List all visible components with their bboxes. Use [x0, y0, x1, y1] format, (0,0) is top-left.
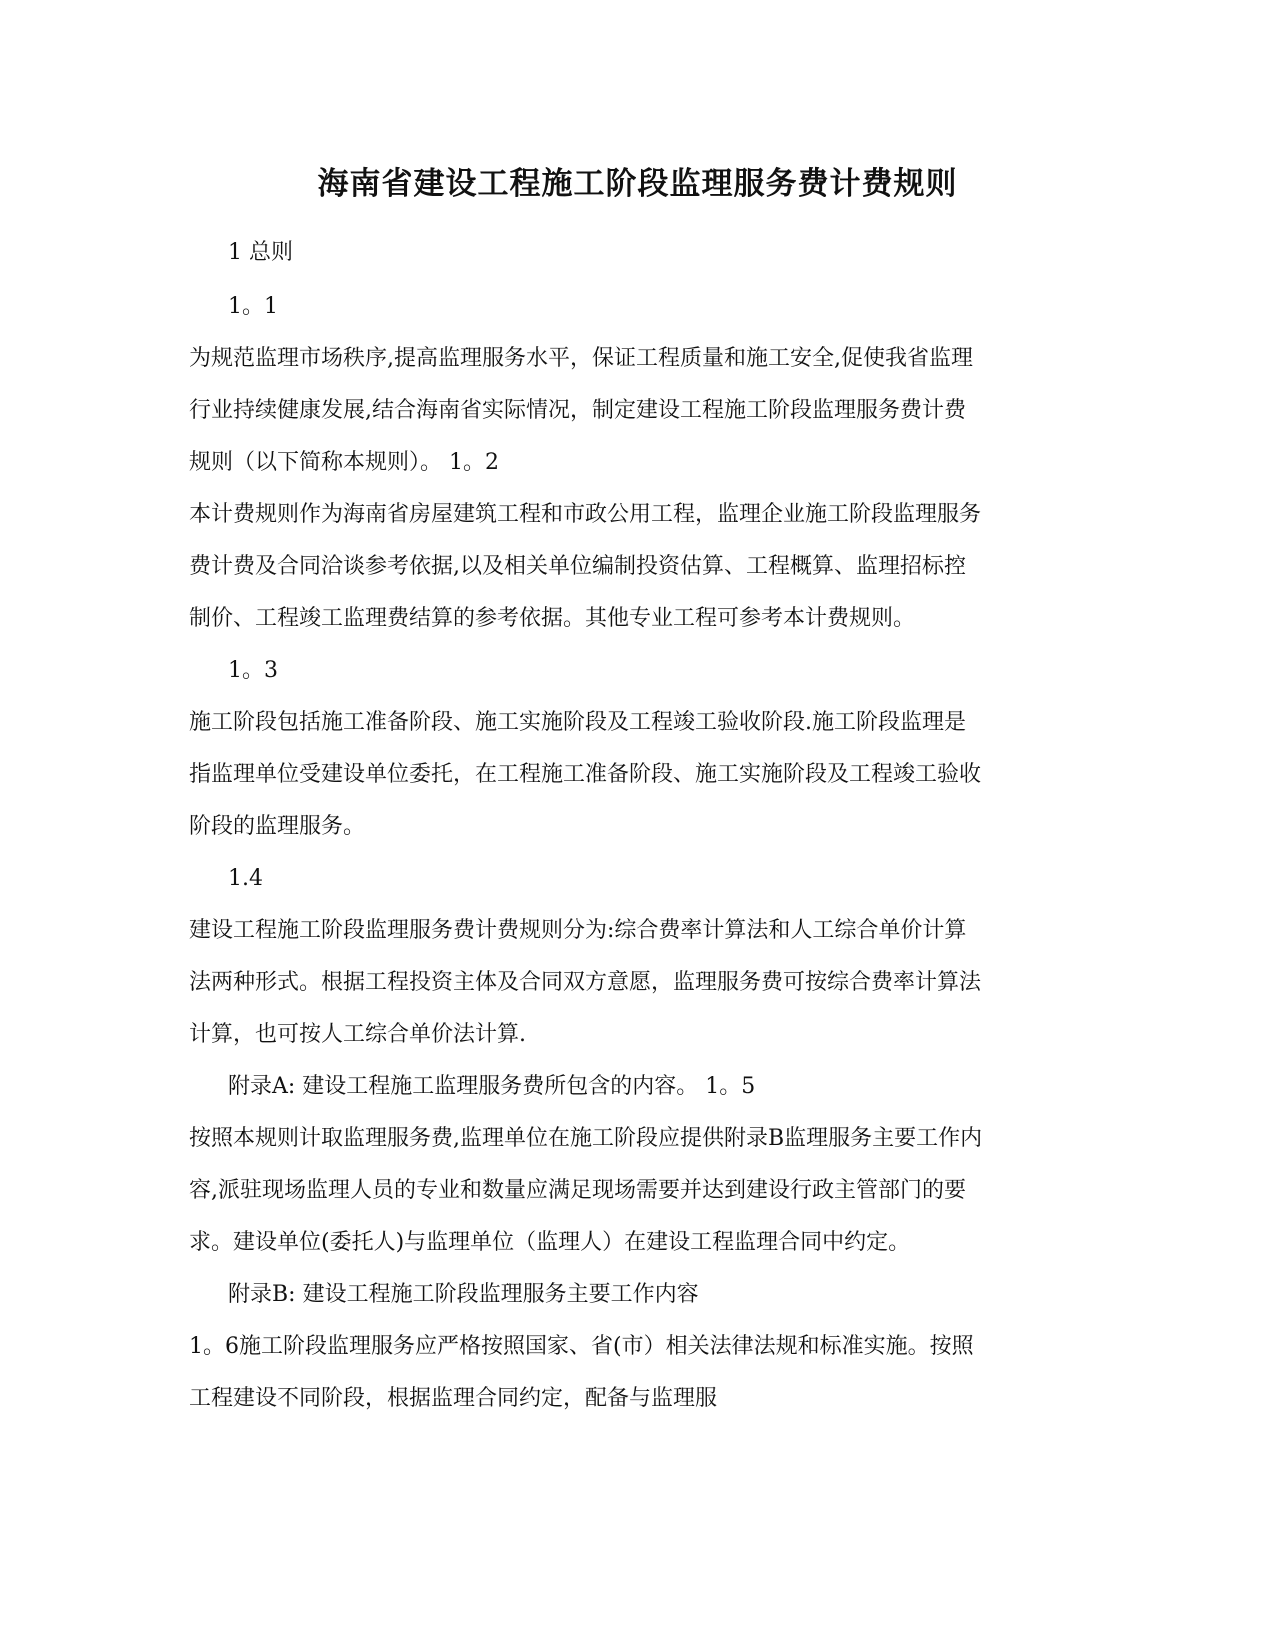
paragraph-line: 法两种形式。根据工程投资主体及合同双方意愿，监理服务费可按综合费率计算法 [189, 970, 982, 995]
paragraph-line: 计算，也可按人工综合单价法计算. [189, 1022, 526, 1047]
paragraph-line: 求。建设单位(委托人)与监理单位（监理人）在建设工程监理合同中约定。 [189, 1230, 911, 1255]
paragraph-line: 为规范监理市场秩序,提高监理服务水平，保证工程质量和施工安全,促使我省监理 [189, 346, 973, 371]
paragraph-line: 容,派驻现场监理人员的专业和数量应满足现场需要并达到建设行政主管部门的要 [189, 1178, 966, 1203]
paragraph-line: 指监理单位受建设单位委托，在工程施工准备阶段、施工实施阶段及工程竣工验收 [189, 762, 982, 787]
section-heading: 1 总则 [228, 240, 293, 265]
clause-number: 1。3 [228, 658, 278, 683]
paragraph-line: 制价、工程竣工监理费结算的参考依据。其他专业工程可参考本计费规则。 [189, 606, 916, 631]
appendix-reference: 附录B: 建设工程施工阶段监理服务主要工作内容 [228, 1282, 699, 1307]
paragraph-line: 本计费规则作为海南省房屋建筑工程和市政公用工程，监理企业施工阶段监理服务 [189, 502, 982, 527]
paragraph-line: 施工阶段包括施工准备阶段、施工实施阶段及工程竣工验收阶段.施工阶段监理是 [189, 710, 966, 735]
clause-number: 1.4 [228, 866, 263, 891]
paragraph-line: 按照本规则计取监理服务费,监理单位在施工阶段应提供附录B监理服务主要工作内 [189, 1126, 983, 1151]
paragraph-line: 费计费及合同洽谈参考依据,以及相关单位编制投资估算、工程概算、监理招标控 [189, 554, 966, 579]
paragraph-line: 行业持续健康发展,结合海南省实际情况，制定建设工程施工阶段监理服务费计费 [189, 398, 966, 423]
paragraph-line: 建设工程施工阶段监理服务费计费规则分为:综合费率计算法和人工综合单价计算 [189, 918, 967, 943]
document-title: 海南省建设工程施工阶段监理服务费计费规则 [317, 166, 958, 202]
clause-number: 1。1 [228, 294, 278, 319]
paragraph-line: 阶段的监理服务。 [189, 814, 366, 839]
paragraph-line: 1。6施工阶段监理服务应严格按照国家、省(市）相关法律法规和标准实施。按照 [189, 1334, 974, 1359]
paragraph-line: 工程建设不同阶段，根据监理合同约定，配备与监理服 [189, 1386, 718, 1411]
paragraph-line: 规则（以下简称本规则）。 1。2 [189, 450, 499, 475]
appendix-reference: 附录A: 建设工程施工监理服务费所包含的内容。 1。5 [228, 1074, 756, 1099]
